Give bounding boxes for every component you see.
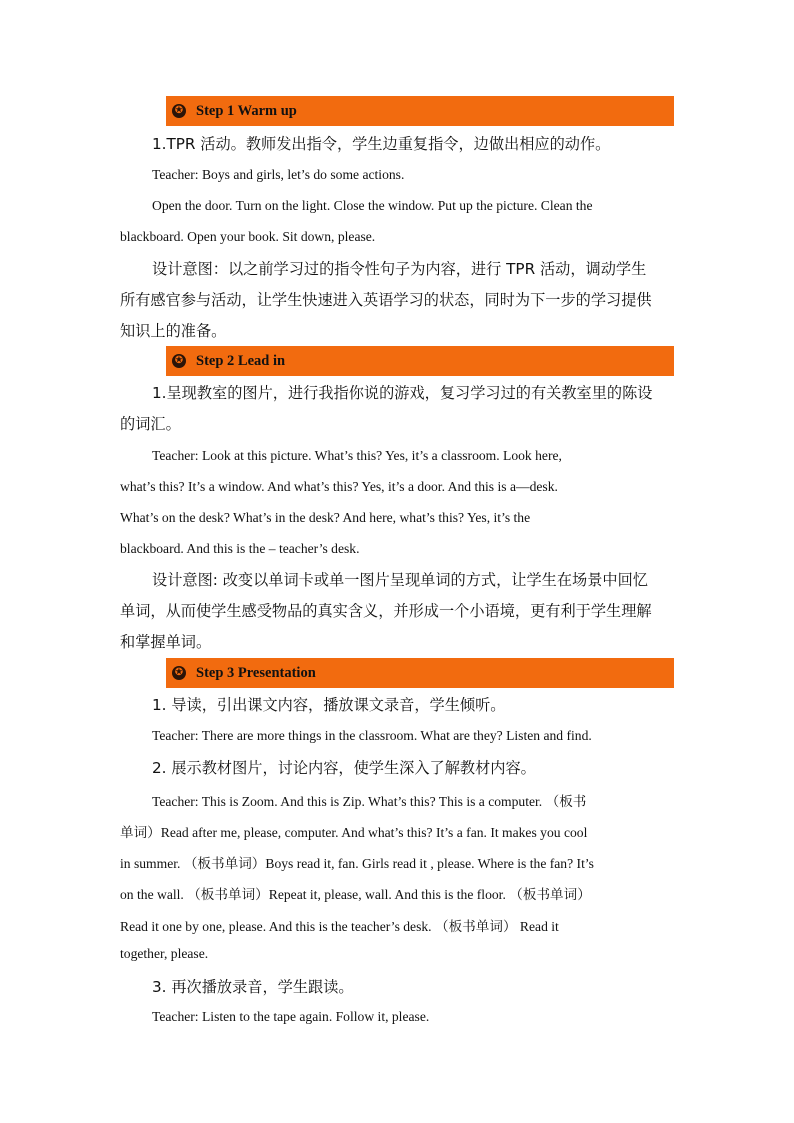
- step2-line-2: 的词汇。: [120, 415, 181, 433]
- step3-header: [166, 658, 674, 688]
- step3-line-1: 1. 导读，引出课文内容，播放课文录音，学生倾听。: [152, 696, 506, 714]
- step1-line-1: 1.TPR 活动。教师发出指令，学生边重复指令，边做出相应的动作。: [152, 135, 611, 153]
- step1-line-5: 设计意图：以之前学习过的指令性句子为内容，进行 TPR 活动，调动学生: [152, 260, 647, 278]
- step1-line-7: 知识上的准备。: [120, 322, 227, 340]
- step3-line-7: on the wall. （板书单词）Repeat it, please, wall. And this is the floor. （板书单词）: [120, 887, 591, 902]
- step2-line-1: 1.呈现教室的图片，进行我指你说的游戏，复习学习过的有关教室里的陈设: [152, 384, 653, 402]
- step1-line-6: 所有感官参与活动，让学生快速进入英语学习的状态，同时为下一步的学习提供: [120, 291, 652, 309]
- step2-title: Step 2 Lead in: [196, 352, 286, 369]
- step2-line-3: Teacher: Look at this picture. What’s this? Yes, it’s a classroom. Look here,: [152, 448, 562, 463]
- step2-line-7: 设计意图: 改变以单词卡或单一图片呈现单词的方式，让学生在场景中回忆: [152, 571, 648, 589]
- step3-line-4: Teacher: This is Zoom. And this is Zip. What’s this? This is a computer. （板书: [152, 794, 587, 809]
- step3-line-3: 2. 展示教材图片，讨论内容，使学生深入了解教材内容。: [152, 759, 536, 777]
- step3-line-8: Read it one by one, please. And this is the teacher’s desk. （板书单词） Read it: [120, 919, 559, 934]
- star-circle-icon: ✪: [172, 104, 186, 118]
- step1-line-2: Teacher: Boys and girls, let’s do some actions.: [152, 167, 405, 182]
- step2-line-9: 和掌握单词。: [120, 633, 212, 651]
- step2-header: [166, 346, 674, 376]
- star-circle-icon: ✪: [172, 354, 186, 368]
- step3-line-9: together, please.: [120, 946, 209, 961]
- step1-line-4: blackboard. Open your book. Sit down, please.: [120, 229, 376, 244]
- step2-line-8: 单词，从而使学生感受物品的真实含义，并形成一个小语境，更有利于学生理解: [120, 602, 652, 620]
- step1-header: [166, 96, 674, 126]
- step2-line-6: blackboard. And this is the – teacher’s desk.: [120, 541, 360, 556]
- step3-line-10: 3. 再次播放录音，学生跟读。: [152, 978, 354, 996]
- step3-line-5: 单词）Read after me, please, computer. And what’s this? It’s a fan. It makes you cool: [120, 825, 588, 840]
- step3-line-11: Teacher: Listen to the tape again. Follow it, please.: [152, 1009, 430, 1024]
- step3-title: Step 3 Presentation: [196, 664, 316, 681]
- step1-title: Step 1 Warm up: [196, 102, 297, 119]
- step2-line-4: what’s this? It’s a window. And what’s this? Yes, it’s a door. And this is a—desk.: [120, 479, 558, 494]
- step3-line-6: in summer. （板书单词）Boys read it, fan. Girls read it , please. Where is the fan? It’s: [120, 856, 594, 871]
- star-circle-icon: ✪: [172, 666, 186, 680]
- step3-line-2: Teacher: There are more things in the classroom. What are they? Listen and find.: [152, 728, 592, 743]
- step2-line-5: What’s on the desk? What’s in the desk? And here, what’s this? Yes, it’s the: [120, 510, 531, 525]
- step1-line-3: Open the door. Turn on the light. Close the window. Put up the picture. Clean the: [152, 198, 593, 213]
